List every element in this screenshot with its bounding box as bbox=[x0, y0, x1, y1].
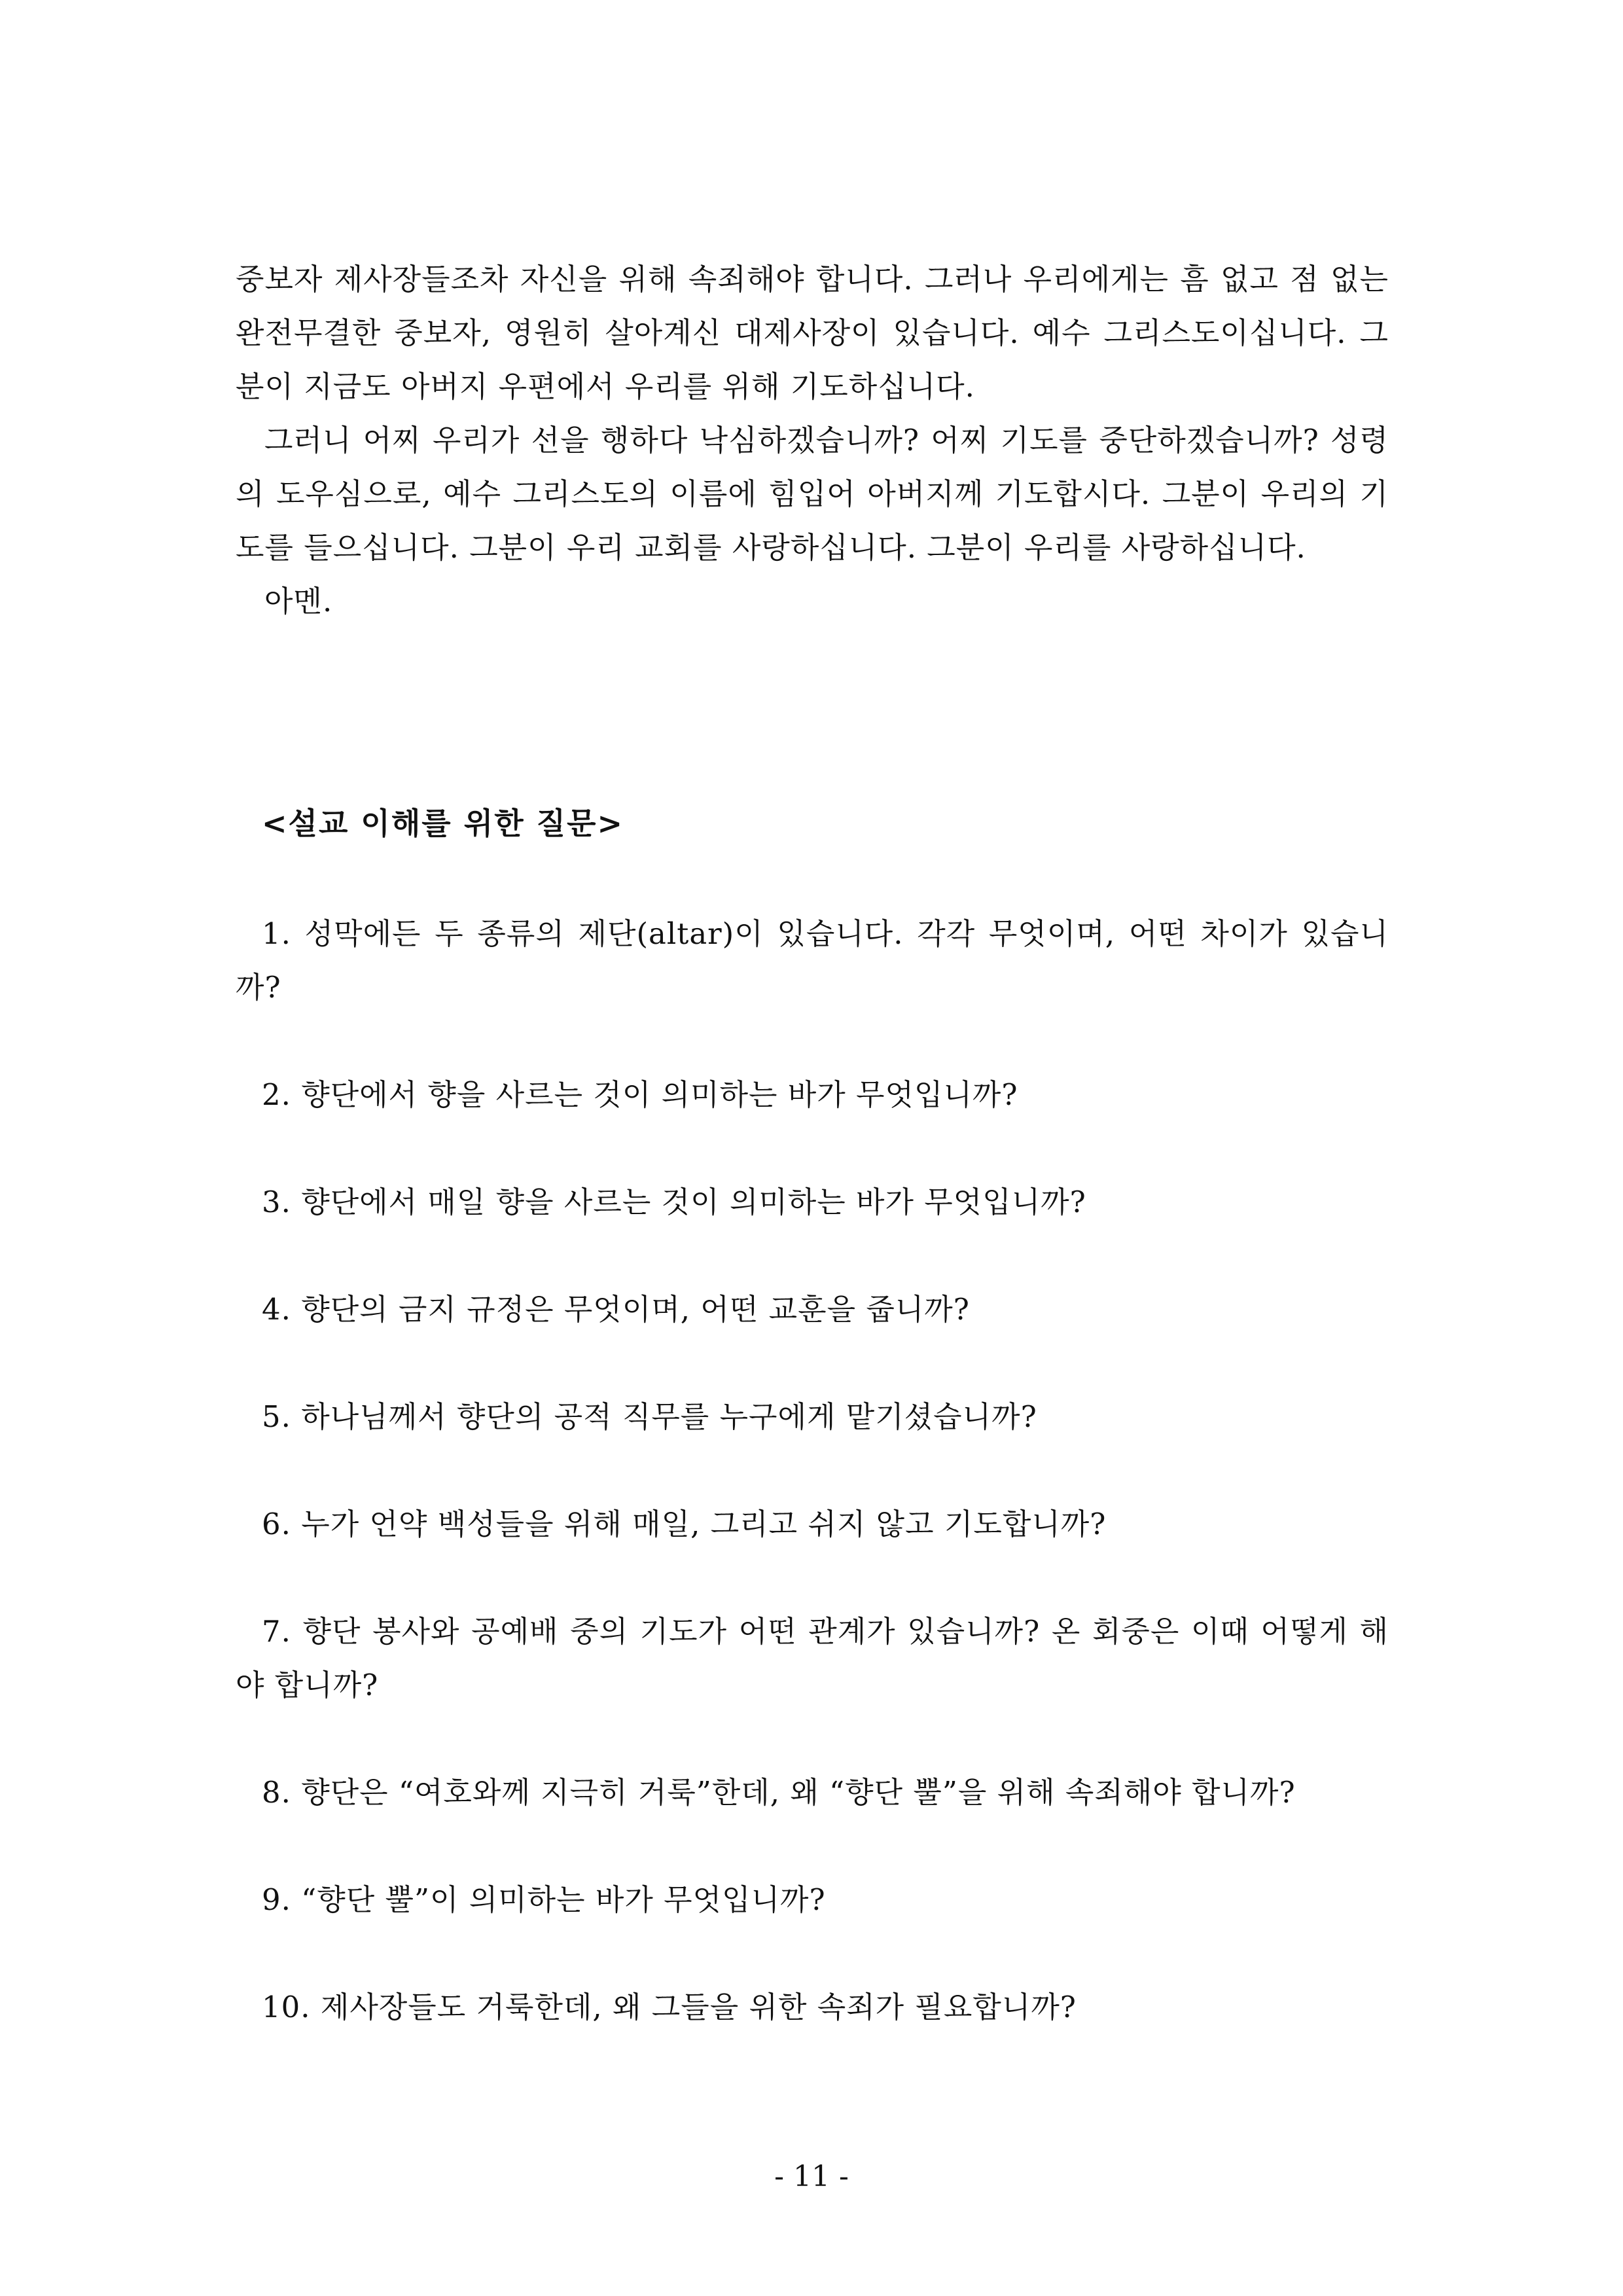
question-list bbox=[236, 907, 1389, 2034]
paragraph-1: 중보자 제사장들조차 자신을 위해 속죄해야 합니다. 그러나 우리에게는 흠 없고 점 없는 완전무결한 중보자, 영원히 살아계신 대제사장이 있습니다. 예수 그리스도이십니다. 그분이 지금도 아버지 우편에서 우리를 위해 기도하십니다. bbox=[236, 262, 1389, 404]
page-number: - 11 - bbox=[774, 2160, 849, 2193]
question-item: 2. 향단에서 향을 사르는 것이 의미하는 바가 무엇입니까? bbox=[262, 1077, 1018, 1112]
question-item: 8. 향단은 “여호와께 지극히 거룩”한데, 왜 “향단 뿔”을 위해 속죄해야 합니까? bbox=[262, 1775, 1296, 1810]
question-item: 10. 제사장들도 거룩한데, 왜 그들을 위한 속죄가 필요합니까? bbox=[262, 1990, 1077, 2024]
question-item: 9. “향단 뿔”이 의미하는 바가 무엇입니까? bbox=[262, 1882, 826, 1917]
questions-heading: <설교 이해를 위한 질문> bbox=[262, 806, 624, 841]
question-item: 6. 누가 언약 백성들을 위해 매일, 그리고 쉬지 않고 기도합니까? bbox=[262, 1507, 1107, 1541]
question-item: 4. 향단의 금지 규정은 무엇이며, 어떤 교훈을 줍니까? bbox=[262, 1292, 970, 1327]
question-item: 1. 성막에든 두 종류의 제단(altar)이 있습니다. 각각 무엇이며, 어떤 차이가 있습니까? bbox=[236, 916, 1389, 1005]
question-item: 7. 향단 봉사와 공예배 중의 기도가 어떤 관계가 있습니까? 온 회중은 이때 어떻게 해야 합니까? bbox=[236, 1614, 1389, 1702]
question-item: 5. 하나님께서 향단의 공적 직무를 누구에게 맡기셨습니까? bbox=[262, 1399, 1037, 1434]
body-text bbox=[236, 253, 1389, 628]
question-item: 3. 향단에서 매일 향을 사르는 것이 의미하는 바가 무엇입니까? bbox=[262, 1185, 1086, 1219]
paragraph-3: 아멘. bbox=[264, 584, 333, 619]
paragraph-2: 그러니 어찌 우리가 선을 행하다 낙심하겠습니까? 어찌 기도를 중단하겠습니까? 성령의 도우심으로, 예수 그리스도의 이름에 힘입어 아버지께 기도합시다. 그분이 우리의 기도를 들으십니다. 그분이 우리 교회를 사랑하십니다. 그분이 우리를 사랑하십니다. bbox=[236, 423, 1389, 565]
